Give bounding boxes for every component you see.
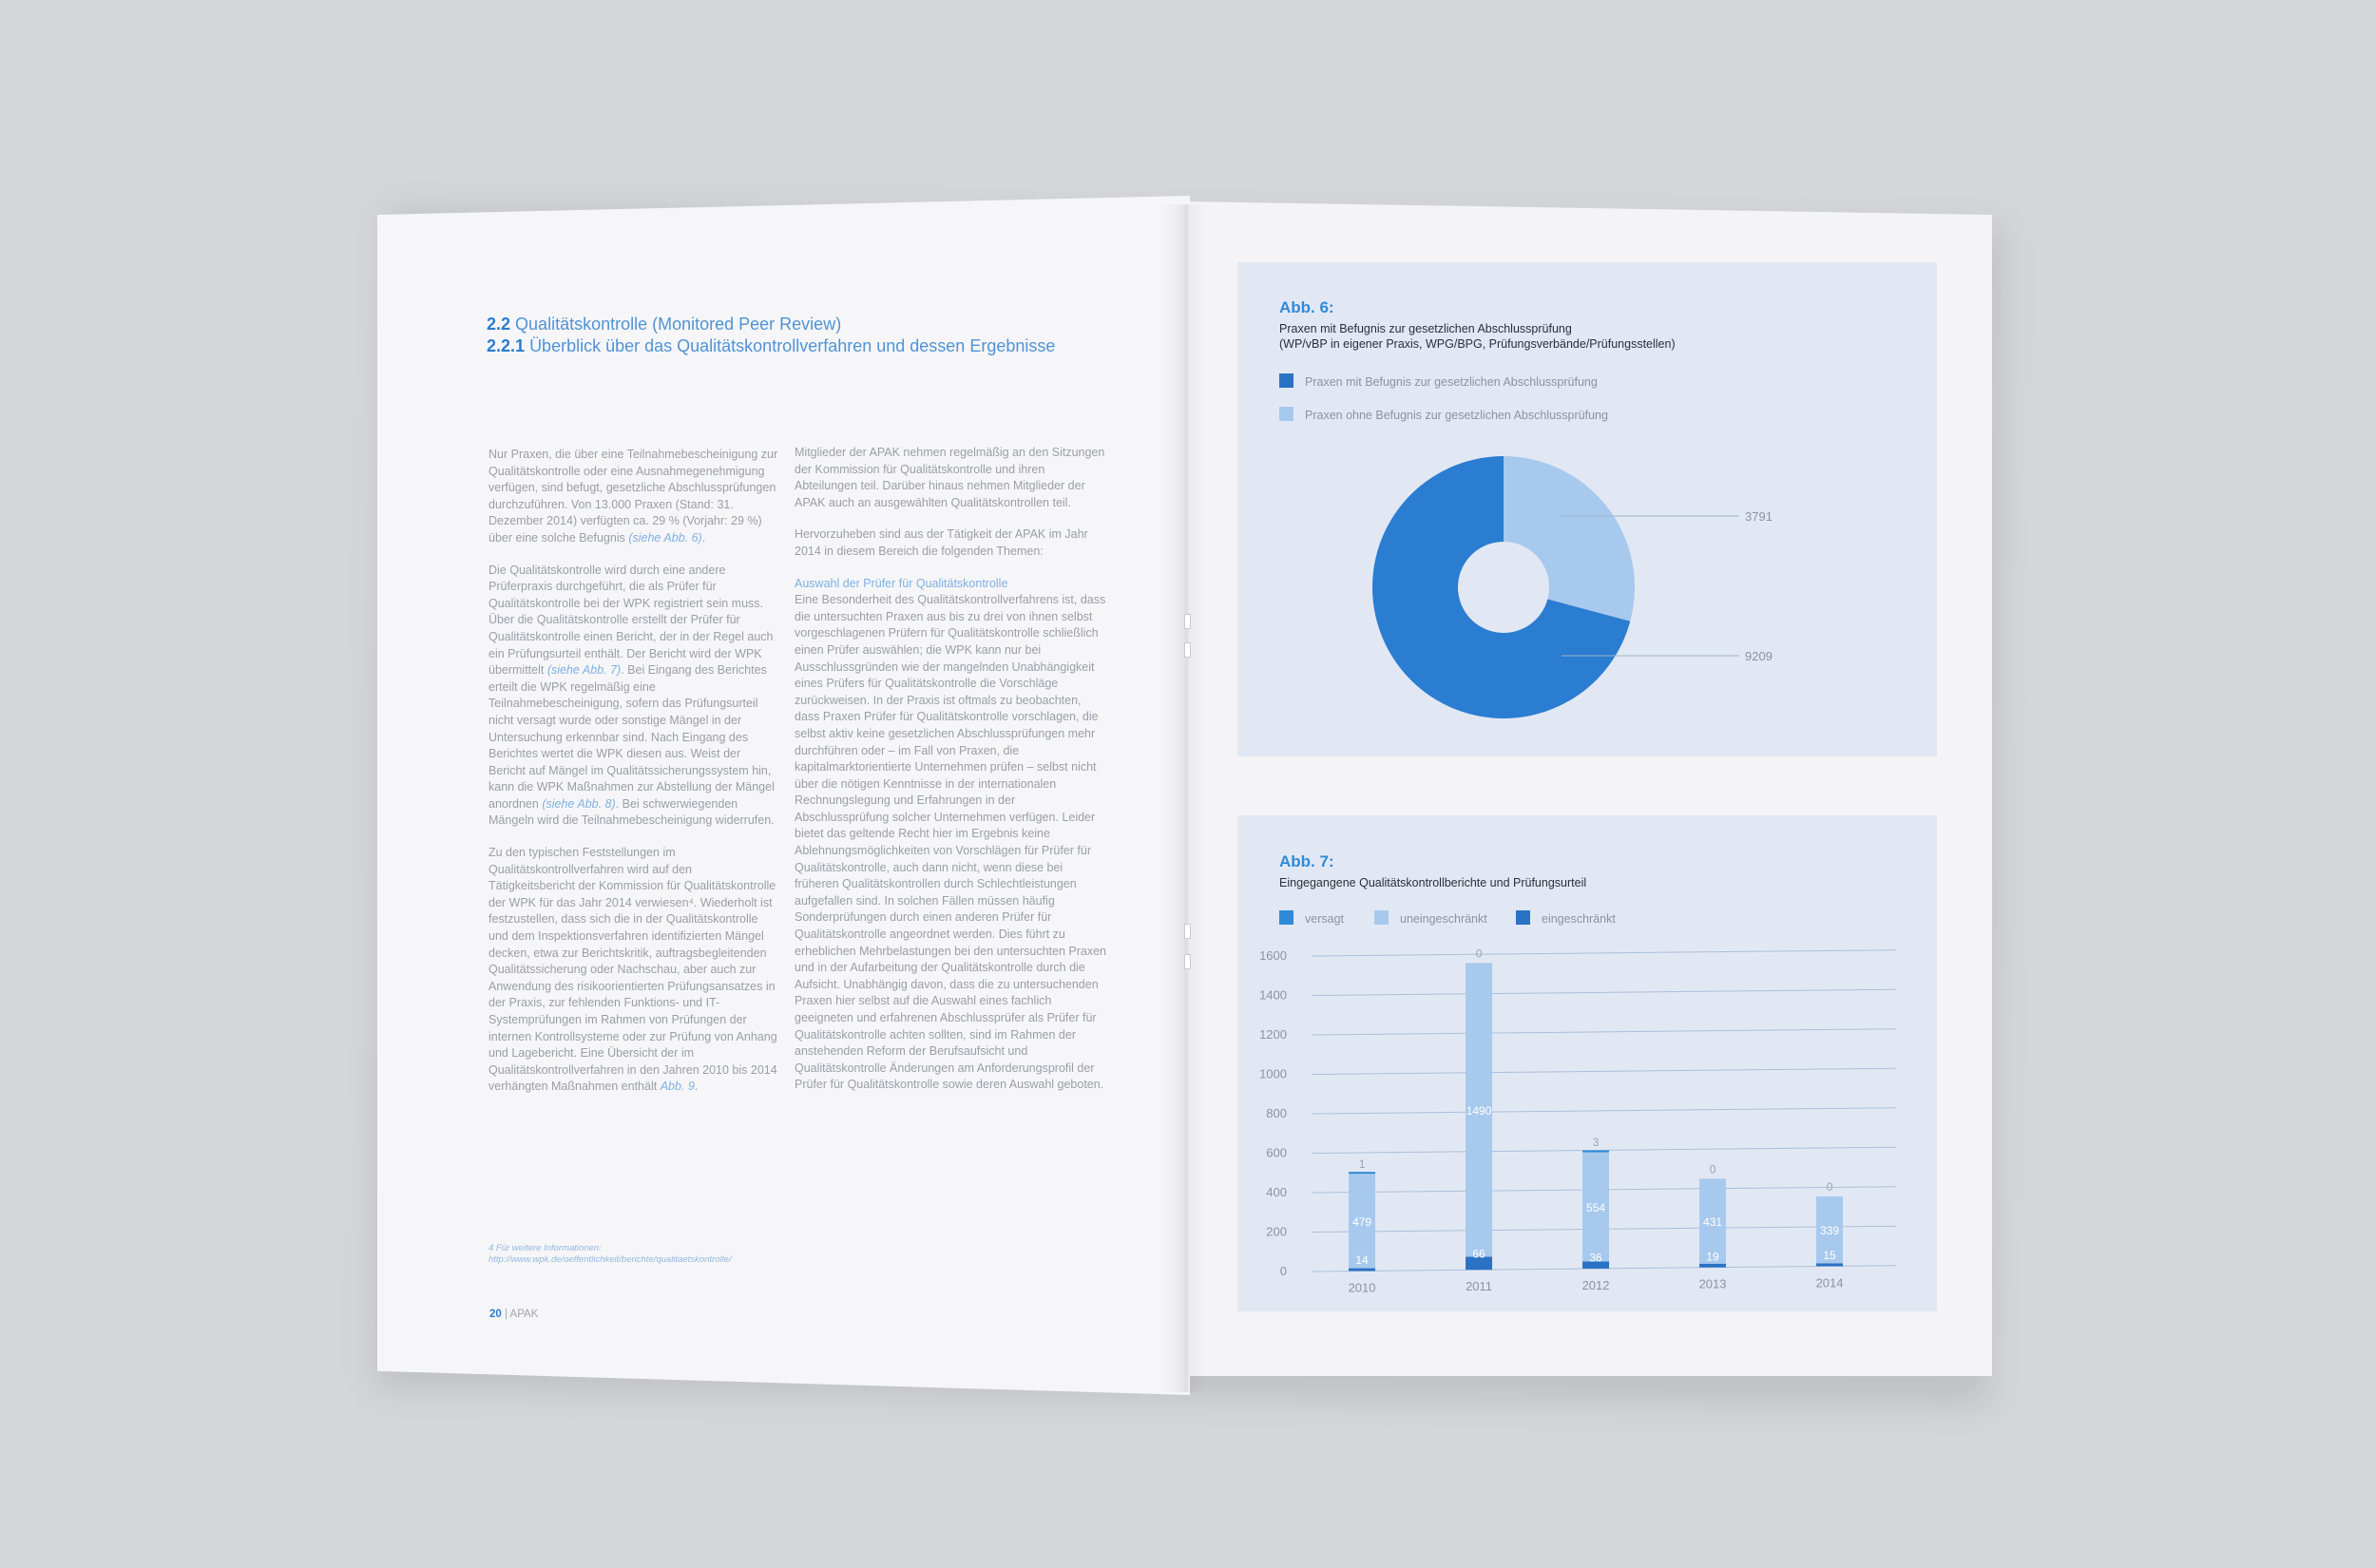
legend-item-versagt: versagt xyxy=(1279,910,1344,926)
x-tick-label: 2010 xyxy=(1348,1280,1376,1295)
legend-item-with-authorization: Praxen mit Befugnis zur gesetzlichen Abschlussprüfung xyxy=(1279,373,1598,389)
bar-data-label: 0 xyxy=(1826,1179,1833,1194)
y-tick-label: 800 xyxy=(1266,1106,1287,1120)
subsection-title: Überblick über das Qualitätskontrollverfahren und dessen Ergebnisse xyxy=(529,336,1056,355)
legend-swatch xyxy=(1279,373,1293,388)
binding-staple xyxy=(1184,614,1191,629)
gridline xyxy=(1312,1068,1896,1074)
section-heading xyxy=(487,315,841,335)
bar-data-label: 0 xyxy=(1709,1162,1716,1176)
gridline xyxy=(1312,1029,1896,1035)
figure-7-subtitle: Eingegangene Qualitätskontrollberichte und Prüfungsurteil xyxy=(1279,876,1587,889)
section-title: Qualitätskontrolle (Monitored Peer Review) xyxy=(515,315,842,334)
bar-data-label: 3 xyxy=(1592,1135,1600,1149)
bar-segment-eingeschränkt xyxy=(1699,1264,1726,1268)
paragraph: Auswahl der Prüfer für Qualitätskontrolle Eine Besonderheit des Qualitätskontrollverfahrens ist, dass die untersuchten Praxen aus bis zu drei von ihnen selbst vorgeschlagenen Prüfern für Qualitätskontrolle schließlich einen Prüfer auswählen; die WPK kann nur bei Ausschlussgründen wie der mangelnden Unabhängigkeit eines Prüfers für Qualitätskontrolle die Vorschläge zurückweisen. In der Praxis ist oftmals zu beobachten, dass Praxen Prüfer für Qualitätskontrolle vorschlagen, die selbst aktiv keine gesetzlichen Abschlussprüfungen mehr durchführen oder – im Fall von Praxen, die kapitalmarktorientierte Unternehmen prüfen – selbst nicht über die nötigen Kenntnisse in der internationalen Rechnungslegung und Erfahrungen in der Abschlussprüfung solcher Unternehmen verfügen. Leider bietet das geltende Recht hier im Ergebnis keine Ablehnungsmöglichkeiten von Vorschlägen für Prüfer für Qualitätskontrolle, auch dann nicht, wenn diese bei früheren Qualitätskontrollen durch Schlechtleistungen aufgefallen sind. In solchen Fällen müssen häufig Sonderprüfungen durch einen anderen Prüfer für Qualitätskontrolle angeordnet werden. Dies führt zu erheblichen Mehrbelastungen bei den untersuchten Praxen und in der Aufarbeitung der Qualitätskontrolle durch die Aufsicht. Unabhängig davon, dass die zu untersuchenden Praxen hier selbst auf die Auswahl eines fachlich geeigneten und erfahrenen Abschlussprüfer als Prüfer für Qualitätskontrolle achten sollten, sind im Rahmen der anstehenden Reform der Berufsaufsicht und Qualitätskontrolle Änderungen am Anforderungsprofil der Prüfer für Qualitätskontrolle sowie deren Auswahl geboten. xyxy=(795,576,1107,1092)
figure-reference-link[interactable]: Abb. 9 xyxy=(660,1080,695,1094)
bar-data-label: 479 xyxy=(1352,1214,1372,1229)
y-tick-label: 1200 xyxy=(1259,1027,1287,1042)
figure-6-subtitle-line1: Praxen mit Befugnis zur gesetzlichen Abschlussprüfung xyxy=(1279,322,1572,335)
figure-reference-link[interactable]: (siehe Abb. 7) xyxy=(546,663,622,678)
text-column-2 xyxy=(795,445,1108,1109)
gridline xyxy=(1312,989,1896,995)
paragraph: Mitglieder der APAK nehmen regelmäßig an den Sitzungen der Kommission für Qualitätskontrolle und ihren Abteilungen teil. Darüber hinaus nehmen Mitglieder der APAK auch an ausgewählten Qualitätskontrollen teil. xyxy=(795,446,1105,509)
figure-6-subtitle-line2: (WP/vBP in eigener Praxis, WPG/BPG, Prüfungsverbände/Prüfungsstellen) xyxy=(1279,337,1676,351)
figure-7-title: Abb. 7: xyxy=(1279,852,1334,870)
bar-data-label: 339 xyxy=(1820,1224,1840,1238)
bar-data-label: 0 xyxy=(1475,947,1483,961)
x-tick-label: 2012 xyxy=(1581,1277,1610,1292)
binding-staple xyxy=(1184,924,1191,939)
footnote[interactable]: 4 Für weitere Informationen: http://www.wpk.de/oeffentlichkeit/berichte/qualitaetskontrolle/ xyxy=(489,1243,732,1265)
x-tick-label: 2013 xyxy=(1698,1276,1727,1291)
page-number: 20 | APAK xyxy=(489,1309,539,1320)
legend-swatch xyxy=(1279,407,1293,421)
section-number: 2.2 xyxy=(487,315,511,334)
legend-item-without-authorization: Praxen ohne Befugnis zur gesetzlichen Abschlussprüfung xyxy=(1279,407,1608,422)
x-tick-label: 2014 xyxy=(1815,1275,1844,1291)
bar-data-label: 1490 xyxy=(1466,1103,1492,1118)
figure-7-bar-chart xyxy=(1245,941,1920,1302)
y-tick-label: 0 xyxy=(1279,1264,1287,1278)
bar-data-label: 1 xyxy=(1358,1157,1366,1171)
gridline xyxy=(1312,950,1896,956)
bar-data-label: 15 xyxy=(1823,1249,1836,1263)
bar-data-label: 36 xyxy=(1589,1251,1602,1265)
paragraph: Nur Praxen, die über eine Teilnahmebescheinigung zur Qualitätskontrolle oder eine Ausnahmegenehmigung verfügen, sind befugt, gesetzliche Abschlussprüfungen durchzuführen. Von 13.000 Praxen (Stand: 31. Dezember 2014) verfügten ca. 29 % (Vorjahr: 29 %) über eine solche Befugnis (siehe Abb. 6). xyxy=(489,448,778,545)
y-tick-label: 600 xyxy=(1266,1145,1287,1160)
bar-data-label: 14 xyxy=(1355,1253,1369,1268)
bar-data-label: 19 xyxy=(1706,1250,1719,1264)
figure-6-title: Abb. 6: xyxy=(1279,298,1334,316)
paragraph: Hervorzuheben sind aus der Tätigkeit der APAK im Jahr 2014 in diesem Bereich die folgenden Themen: xyxy=(795,527,1088,558)
bar-segment-eingeschränkt xyxy=(1349,1269,1375,1272)
legend-swatch xyxy=(1516,910,1530,925)
book-gutter xyxy=(1161,204,1209,1392)
gridline xyxy=(1312,1108,1896,1114)
binding-staple xyxy=(1184,954,1191,969)
bar-data-label: 554 xyxy=(1586,1200,1606,1214)
legend-swatch xyxy=(1279,910,1293,925)
legend-swatch xyxy=(1374,910,1389,925)
y-tick-label: 200 xyxy=(1266,1224,1287,1239)
bar-data-label: 66 xyxy=(1472,1247,1485,1261)
paragraph-subheading: Auswahl der Prüfer für Qualitätskontrolle xyxy=(795,576,1008,590)
bar-data-label: 431 xyxy=(1703,1215,1723,1230)
y-tick-label: 1000 xyxy=(1259,1066,1287,1081)
pie-slice xyxy=(1504,456,1635,621)
binding-staple xyxy=(1184,642,1191,658)
y-tick-label: 400 xyxy=(1266,1185,1287,1199)
figure-reference-link[interactable]: (siehe Abb. 8) xyxy=(542,796,616,811)
figure-reference-link[interactable]: (siehe Abb. 6) xyxy=(628,530,702,545)
bar-segment-versagt xyxy=(1349,1172,1375,1174)
subsection-number: 2.2.1 xyxy=(487,336,526,355)
subsection-heading xyxy=(487,336,1055,356)
y-tick-label: 1400 xyxy=(1259,987,1287,1003)
bar-segment-eingeschränkt xyxy=(1816,1263,1843,1266)
paragraph: Zu den typischen Feststellungen im Qualitätskontrollverfahren wird auf den Tätigkeitsbericht der Kommission für Qualitätskontrolle der WPK für das Jahr 2014 verwiesen⁴. Wiederholt ist festzustellen, dass sich die in der Qualitätskontrolle und dem Inspektionsverfahren identifizierten Mängel decken, etwa zur Berichtskritik, auftragsbegleitenden Qualitätssicherung oder Nachschau, aber auch zur Anwendung des risikoorientierten Prüfungsansatzes in der Praxis, zur fehlenden Funktions- und IT-Systemprüfungen im Rahmen von Prüfungen der internen Kontrollsysteme oder zur Prüfung von Anhang und Lagebericht. Eine Übersicht der im Qualitätskontrollverfahren in den Jahren 2010 bis 2014 verhängten Maßnahmen enthält Abb. 9. xyxy=(489,846,777,1094)
bar-segment-versagt xyxy=(1582,1151,1609,1153)
x-tick-label: 2011 xyxy=(1466,1279,1493,1294)
legend-item-uneingeschraenkt: uneingeschränkt xyxy=(1374,910,1487,926)
pie-value-label: 3791 xyxy=(1745,509,1772,524)
pie-value-label: 9209 xyxy=(1745,649,1772,663)
legend-item-eingeschraenkt: eingeschränkt xyxy=(1516,910,1616,926)
text-column-1 xyxy=(489,447,778,1111)
paragraph: Die Qualitätskontrolle wird durch eine andere Prüferpraxis durchgeführt, die als Prüfer für Qualitätskontrolle bei der WPK registriert sein muss. Über die Qualitätskontrolle erstellt der Prüfer für Qualitätskontrolle einen Bericht, der in der Regel auch ein Prüfungsurteil enthält. Der Bericht wird der WPK übermittelt (siehe Abb. 7). Bei Eingang des Berichtes erteilt die WPK regelmäßig eine Teilnahmebescheinigung, sofern das Prüfungsurteil nicht versagt wurde oder sonstige Mängel in der Untersuchung erkennbar sind. Nach Eingang des Berichtes wertet die WPK diesen aus. Weist der Bericht auf Mängel im Qualitätssicherungssystem hin, kann die WPK Maßnahmen zur Abstellung der Mängel anordnen (siehe Abb. 8). Bei schwerwiegenden Mängeln wird die Teilnahmebescheinigung widerrufen. xyxy=(489,563,775,828)
y-tick-label: 1600 xyxy=(1259,948,1287,963)
figure-6-donut-chart xyxy=(1331,437,1806,741)
